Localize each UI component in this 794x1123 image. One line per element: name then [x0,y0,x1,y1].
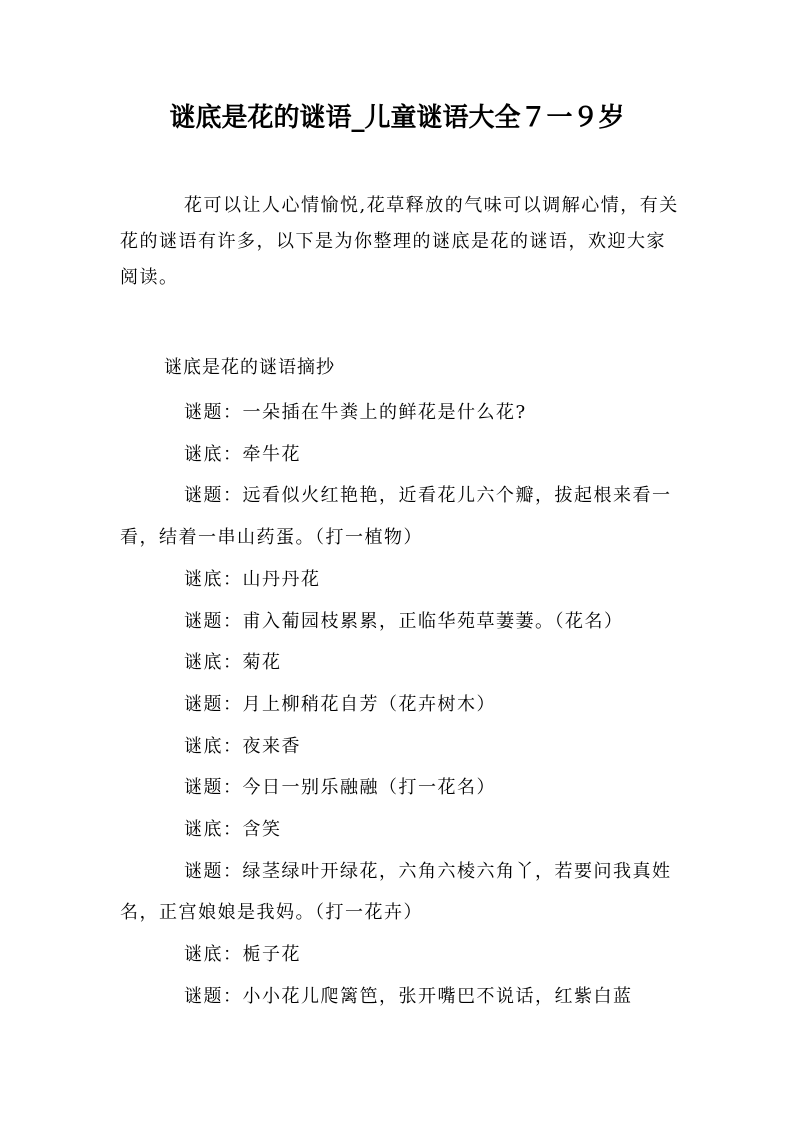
riddle-answer: 谜底：夜来香 [184,735,301,757]
riddle-question: 谜题：一朵插在牛粪上的鲜花是什么花? [184,402,527,423]
riddle-answer: 谜底：山丹丹花 [184,568,321,590]
riddle-list [120,392,684,1018]
riddle-question: 谜题：绿茎绿叶开绿花，六角六棱六角丫，若要问我真姓名，正宫娘娘是我妈。（打一花卉） [120,860,672,924]
riddle-question: 谜题：甫入葡园枝累累，正临华苑草萋萋。（花名） [184,610,624,632]
riddle-answer: 谜底：含笑 [184,819,282,841]
riddle-answer: 谜底：栀子花 [184,944,301,966]
riddle-answer: 谜底：牵牛花 [184,443,301,465]
document-title: 谜底是花的谜语_儿童谜语大全７一９岁 [169,103,625,133]
intro-paragraph: 花可以让人心情愉悦,花草释放的气味可以调解心情，有关花的谜语有许多，以下是为你整理的谜底是花的谜语，欢迎大家阅读。 [120,195,679,288]
section-heading: 谜底是花的谜语摘抄 [164,357,335,378]
riddle-question: 谜题：月上柳稍花自芳（花卉树木） [184,693,496,715]
riddle-answer: 谜底：菊花 [184,652,282,674]
riddle-question: 谜题：今日一别乐融融（打一花名） [184,777,496,799]
riddle-question: 谜题：小小花儿爬篱笆，张开嘴巴不说话，红紫白蓝 [184,985,633,1007]
riddle-question: 谜题：远看似火红艳艳，近看花儿六个瓣，拔起根来看一看，结着一串山药蛋。（打一植物） [120,485,672,549]
